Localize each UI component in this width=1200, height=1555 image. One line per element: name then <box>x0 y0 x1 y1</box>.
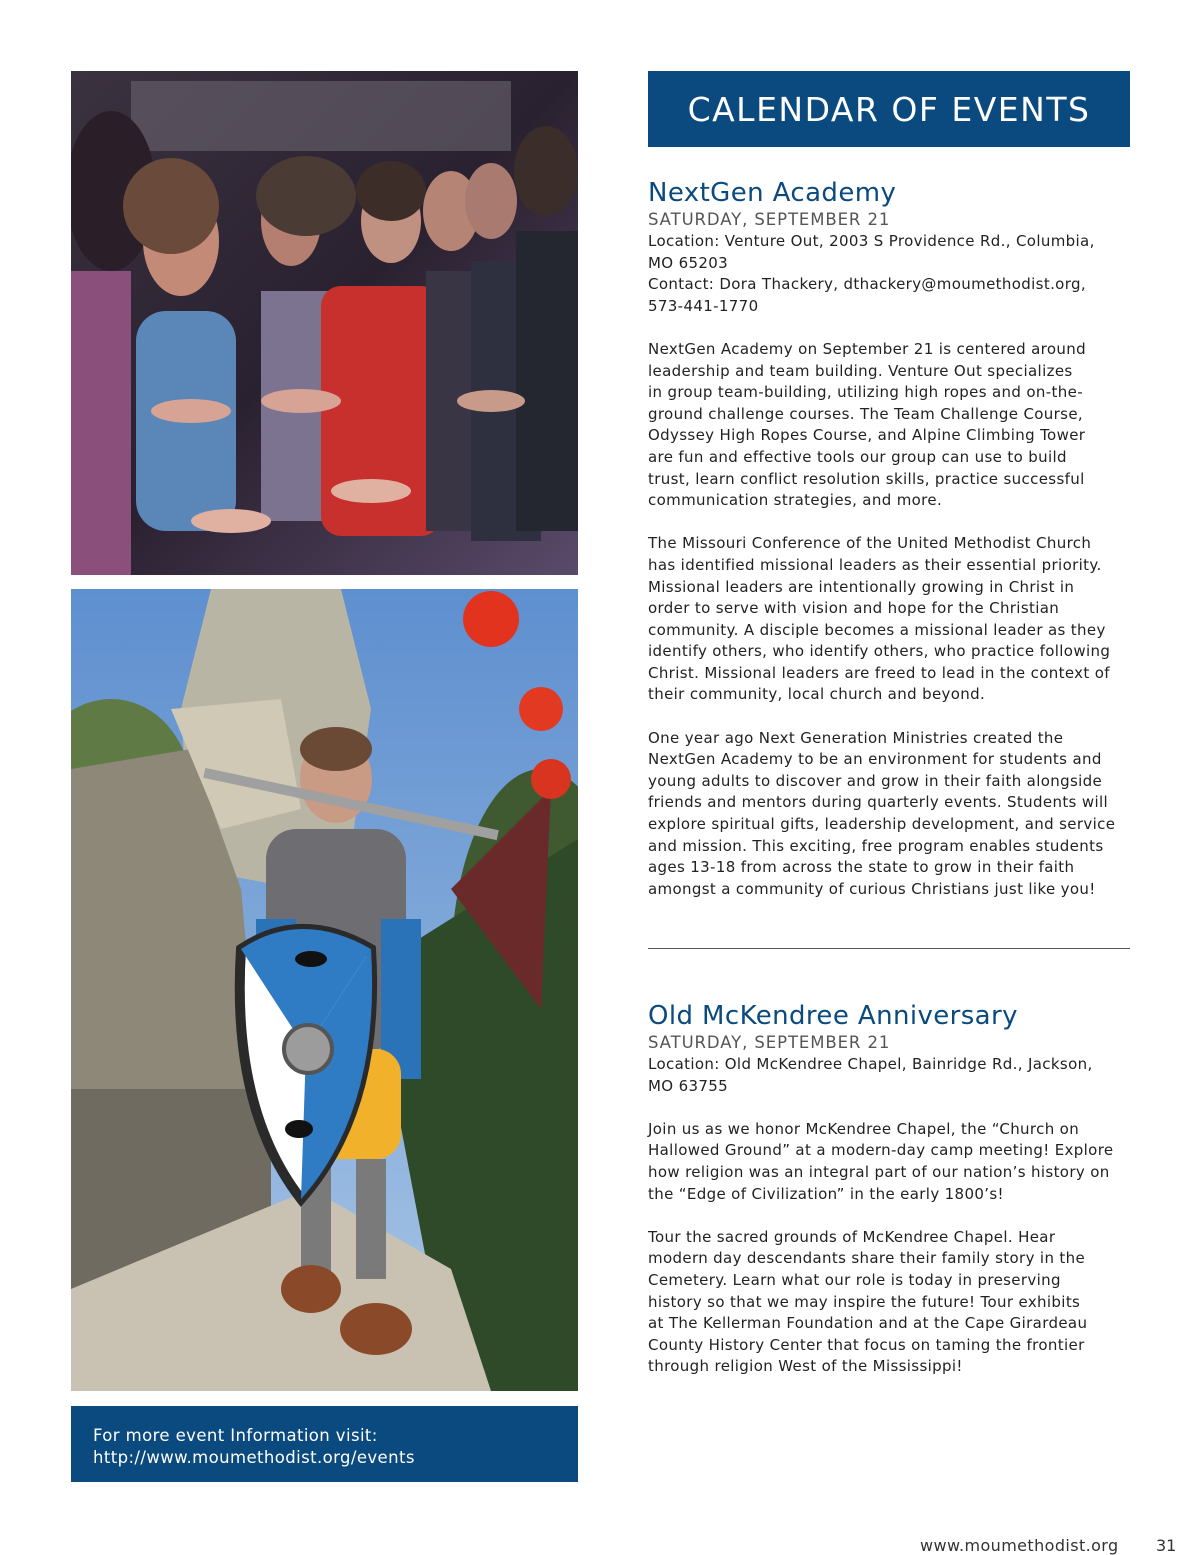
text-line: Tour the sacred grounds of McKendree Chapel. Hear <box>648 1227 1056 1246</box>
event-contact: Contact: Dora Thackery, dthackery@moumethodist.org, <box>648 275 1086 294</box>
section-divider <box>648 948 1130 949</box>
text-line: Cemetery. Learn what our role is today in preserving <box>648 1270 1061 1289</box>
text-line: the “Edge of Civilization” in the early 1800’s! <box>648 1184 1004 1203</box>
info-box-text: For more event Information visit: <box>93 1426 378 1445</box>
text-line: Christ. Missional leaders are freed to lead in the context of <box>648 663 1110 682</box>
text-line: are fun and effective tools our group can use to build <box>648 447 1067 466</box>
text-line: young adults to discover and grow in their faith alongside <box>648 771 1103 790</box>
event-description <box>648 339 1130 512</box>
text-line: Hallowed Ground” at a modern-day camp meeting! Explore <box>648 1141 1114 1160</box>
text-line: ground challenge courses. The Team Challenge Course, <box>648 404 1084 423</box>
event-description <box>648 1119 1130 1205</box>
event-description <box>648 728 1130 901</box>
text-line: through religion West of the Mississippi! <box>648 1357 963 1376</box>
text-line: history so that we may inspire the future! Tour exhibits <box>648 1292 1081 1311</box>
text-line: Join us as we honor McKendree Chapel, the “Church on <box>648 1119 1080 1138</box>
event-location: MO 65203 <box>648 253 729 272</box>
text-line: modern day descendants share their family story in the <box>648 1249 1086 1268</box>
calendar-header <box>648 71 1130 147</box>
event-location: MO 63755 <box>648 1076 729 1095</box>
text-line: Missional leaders are intentionally growing in Christ in <box>648 577 1075 596</box>
text-line: ages 13-18 from across the state to grow in their faith <box>648 858 1075 877</box>
event-date: SATURDAY, SEPTEMBER 21 <box>648 210 891 229</box>
text-line: community. A disciple becomes a missional leader as they <box>648 620 1106 639</box>
text-line: Odyssey High Ropes Course, and Alpine Climbing Tower <box>648 426 1086 445</box>
text-line: The Missouri Conference of the United Methodist Church <box>648 534 1092 553</box>
text-line: identify others, who identify others, who practice following <box>648 642 1111 661</box>
event-details <box>648 231 1130 317</box>
text-line: in group team-building, utilizing high ropes and on-the- <box>648 383 1083 402</box>
event-details <box>648 1054 1130 1097</box>
event-location: Location: Venture Out, 2003 S Providence Rd., Columbia, <box>648 232 1095 250</box>
event-description <box>648 1227 1130 1378</box>
event-contact: 573-441-1770 <box>648 296 759 315</box>
event-description <box>648 533 1130 706</box>
event-title: Old McKendree Anniversary <box>648 1001 1018 1031</box>
text-line: and mission. This exciting, free program enables students <box>648 836 1104 855</box>
text-line: One year ago Next Generation Ministries created the <box>648 728 1064 747</box>
page-number: 31 <box>1156 1536 1177 1555</box>
text-line: NextGen Academy on September 21 is centered around <box>648 339 1086 358</box>
text-line: order to serve with vision and hope for the Christian <box>648 599 1060 618</box>
text-line: their community, local church and beyond. <box>648 685 986 704</box>
text-line: at The Kellerman Foundation and at the Cape Girardeau <box>648 1314 1088 1333</box>
text-line: explore spiritual gifts, leadership development, and service <box>648 815 1116 834</box>
event-info-box <box>71 1406 578 1482</box>
text-line: trust, learn conflict resolution skills, practice successful <box>648 469 1085 488</box>
event-title: NextGen Academy <box>648 178 897 208</box>
footer-website[interactable]: www.moumethodist.org <box>920 1536 1119 1555</box>
text-line: amongst a community of curious Christians just like you! <box>648 879 1096 898</box>
page-title: CALENDAR OF EVENTS <box>687 89 1091 129</box>
event-nextgen-academy <box>648 176 1130 900</box>
text-line: has identified missional leaders as their essential priority. <box>648 555 1102 574</box>
event-old-mckendree-anniversary <box>648 999 1130 1378</box>
event-location: Location: Old McKendree Chapel, Bainridge Rd., Jackson, <box>648 1055 1093 1073</box>
photo-students-praying-icon <box>71 71 578 575</box>
text-line: how religion was an integral part of our nation’s history on <box>648 1162 1110 1181</box>
text-line: communication strategies, and more. <box>648 491 943 510</box>
photo-knight-with-shield-icon <box>71 589 578 1391</box>
text-line: friends and mentors during quarterly events. Students will <box>648 793 1109 812</box>
event-date: SATURDAY, SEPTEMBER 21 <box>648 1033 891 1052</box>
text-line: NextGen Academy to be an environment for students and <box>648 750 1102 769</box>
info-box-link[interactable]: http://www.moumethodist.org/events <box>93 1448 415 1467</box>
text-line: County History Center that focus on taming the frontier <box>648 1335 1085 1354</box>
text-line: leadership and team building. Venture Out specializes <box>648 361 1073 380</box>
